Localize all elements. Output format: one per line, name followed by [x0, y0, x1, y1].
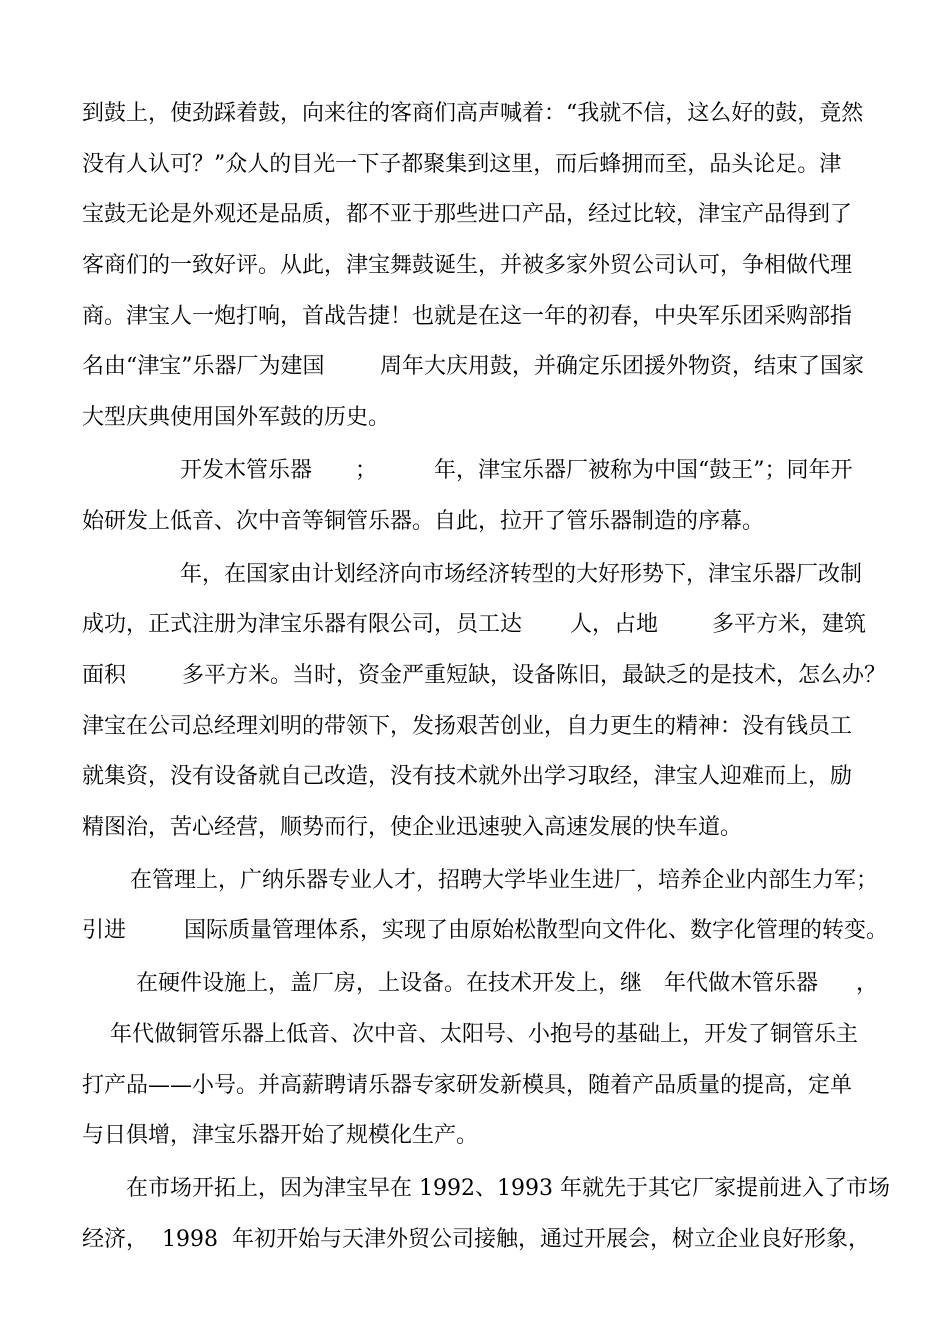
text-line	[0, 861, 950, 901]
text-segment: 名由“津宝”乐器厂为建国	[82, 354, 325, 379]
text-segment: 在硬件设施上，盖厂房，上设备。在技术开发上，继	[136, 971, 643, 996]
text-line	[0, 1015, 950, 1055]
text-segment: 年代做铜管乐器上低音、次中音、太阳号、小抱号的基础上，开发了铜管乐主	[110, 1022, 859, 1047]
text-line	[0, 656, 950, 696]
text-line	[0, 555, 950, 595]
text-line	[0, 808, 950, 848]
text-line	[0, 94, 950, 134]
text-line	[0, 911, 950, 951]
text-segment: 客商们的一致好评。从此，津宝舞鼓诞生，并被多家外贸公司认可，争相做代理	[82, 253, 853, 278]
text-line	[0, 1220, 950, 1260]
text-segment: 商。津宝人一炮打响，首战告捷！也就是在这一年的初春，中央军乐团采购部指	[82, 304, 853, 329]
text-line	[0, 757, 950, 797]
text-segment: 津宝在公司总经理刘明的带领下，发扬艰苦创业，自力更生的精神：没有钱员工	[82, 714, 853, 739]
text-segment: 多平方米。当时，资金严重短缺，设备陈旧，最缺乏的是技术，怎么办？	[182, 663, 887, 688]
text-segment: 在市场开拓上，因为津宝早在 1992、1993 年就先于其它厂家提前进入了市场	[126, 1176, 890, 1201]
text-segment: 到鼓上，使劲踩着鼓，向来往的客商们高声喊着：“我就不信，这么好的鼓，竟然	[82, 101, 864, 126]
text-line	[0, 398, 950, 438]
text-line	[0, 1169, 950, 1209]
text-segment: ；	[355, 458, 378, 483]
text-segment: 人，占地	[570, 612, 659, 637]
text-line	[0, 145, 950, 185]
text-segment: 周年大庆用鼓，并确定乐团援外物资，结束了国家	[380, 354, 865, 379]
text-segment: 国际质量管理体系，实现了由原始松散型向文件化、数字化管理的转变。	[184, 918, 889, 943]
text-segment: 年代做木管乐器	[664, 971, 819, 996]
text-line	[0, 1066, 950, 1106]
text-segment: 就集资，没有设备就自己改造，没有技术就外出学习取经，津宝人迎难而上，励	[82, 764, 853, 789]
text-segment: 始研发上低音、次中音等铜管乐器。自此，拉开了管乐器制造的序幕。	[82, 509, 765, 534]
text-segment: 与日俱增，津宝乐器开始了规模化生产。	[82, 1123, 479, 1148]
text-line	[0, 1116, 950, 1156]
text-line	[0, 347, 950, 387]
text-segment: 年，在国家由计划经济向市场经济转型的大好形势下，津宝乐器厂改制	[180, 562, 863, 587]
text-segment: 精图治，苦心经营，顺势而行，使企业迅速驶入高速发展的快车道。	[82, 815, 743, 840]
text-line	[0, 707, 950, 747]
text-line	[0, 246, 950, 286]
text-segment: 经济， 1998 年初开始与天津外贸公司接触，通过开展会，树立企业良好形象，	[82, 1227, 870, 1252]
text-segment: 打产品——小号。并高薪聘请乐器专家研发新模具，随着产品质量的提高，定单	[82, 1073, 853, 1098]
text-line	[0, 451, 950, 491]
text-segment: 没有人认可？”众人的目光一下子都聚集到这里，而后蜂拥而至，品头论足。津	[82, 152, 842, 177]
text-segment: 开发木管乐器	[180, 458, 313, 483]
text-segment: 大型庆典使用国外军鼓的历史。	[82, 405, 391, 430]
text-segment: 多平方米，建筑	[712, 612, 867, 637]
text-segment: 面积	[82, 663, 127, 688]
text-line	[0, 502, 950, 542]
text-line	[0, 297, 950, 337]
text-line	[0, 195, 950, 235]
text-segment: 成功，正式注册为津宝乐器有限公司，员工达	[82, 612, 523, 637]
text-segment: 在管理上，广纳乐器专业人才，招聘大学毕业生进厂，培养企业内部生力军；	[130, 868, 879, 893]
text-segment: 引进	[82, 918, 127, 943]
text-segment: 宝鼓无论是外观还是品质，都不亚于那些进口产品，经过比较，津宝产品得到了	[82, 202, 853, 227]
text-line	[0, 964, 950, 1004]
text-segment: ，	[856, 971, 879, 996]
text-line	[0, 605, 950, 645]
text-segment: 年，津宝乐器厂被称为中国“鼓王”；同年开	[434, 458, 853, 483]
